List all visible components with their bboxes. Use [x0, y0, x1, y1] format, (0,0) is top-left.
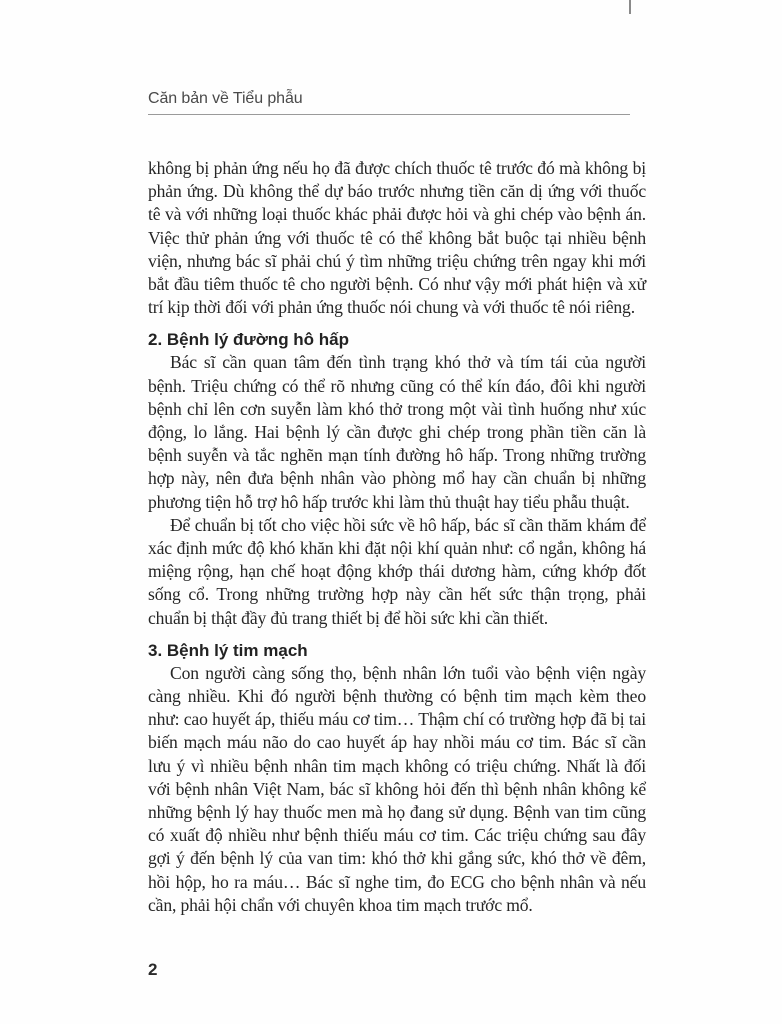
intro-paragraph: không bị phản ứng nếu họ đã được chích thuốc tê trước đó mà không bị phản ứng. Dù không thể dự báo trước nhưng tiền căn dị ứng với thuốc tê và với những loại thuốc khác phải được hỏi và ghi chép vào bệnh án. Việc thử phản ứng với thuốc tê có thể không bắt buộc tại nhiều bệnh viện, nhưng bác sĩ phải chú ý tìm những triệu chứng trên ngay khi mới bắt đầu tiêm thuốc tê cho người bệnh. Có như vậy mới phát hiện và xử trí kịp thời đối với phản ứng thuốc nói chung và với thuốc tê nói riêng. [148, 158, 646, 318]
section-heading-respiratory: 2. Bệnh lý đường hô hấp [148, 330, 350, 350]
section-heading-cardiovascular: 3. Bệnh lý tim mạch [148, 640, 308, 660]
running-header: Căn bản về Tiểu phẫu [148, 90, 630, 115]
page-body [148, 157, 646, 917]
crop-mark [629, 0, 631, 14]
paragraph-respiratory-2: Để chuẩn bị tốt cho việc hồi sức về hô hấp, bác sĩ cần thăm khám để xác định mức độ khó khăn khi đặt nội khí quản như: cổ ngắn, không há miệng rộng, hạn chế hoạt động khớp thái dương hàm, cứng khớp đốt sống cổ. Trong những trường hợp này cần hết sức thận trọng, phải chuẩn bị thật đầy đủ trang thiết bị để hồi sức khi cần thiết. [148, 514, 646, 628]
paragraph-cardiovascular-1: Con người càng sống thọ, bệnh nhân lớn tuổi vào bệnh viện ngày càng nhiều. Khi đó người bệnh thường có bệnh tim mạch kèm theo như: cao huyết áp, thiếu máu cơ tim… Thậm chí có trường hợp đã bị tai biến mạch máu não do cao huyết áp hay nhồi máu cơ tim. Bác sĩ cần lưu ý vì nhiều bệnh nhân tim mạch không có triệu chứng. Nhất là đối với bệnh nhân Việt Nam, bác sĩ không hỏi đến thì bệnh nhân không kể những bệnh lý hay thuốc men mà họ đang sử dụng. Bệnh van tim cũng có xuất độ nhiều như bệnh thiếu máu cơ tim. Các triệu chứng sau đây gợi ý đến bệnh lý của van tim: khó thở khi gắng sức, khó thở về đêm, hồi hộp, ho ra máu… Bác sĩ nghe tim, đo ECG cho bệnh nhân và nếu cần, phải hội chẩn với chuyên khoa tim mạch trước mổ. [148, 662, 646, 915]
page-number: 2 [148, 960, 158, 979]
paragraph-respiratory-1: Bác sĩ cần quan tâm đến tình trạng khó thở và tím tái của người bệnh. Triệu chứng có thể rõ nhưng cũng có thể kín đáo, đôi khi người bệnh chỉ lên cơn suyễn làm khó thở trong một vài tình huống như xúc động, lo lắng. Hai bệnh lý cần được ghi chép trong phần tiền căn là bệnh suyễn và tắc nghẽn mạn tính đường hô hấp. Trong những trường hợp này, nên đưa bệnh nhân vào phòng mổ hay cần chuẩn bị những phương tiện hỗ trợ hô hấp trước khi làm thủ thuật hay tiểu phẫu thuật. [148, 352, 646, 512]
